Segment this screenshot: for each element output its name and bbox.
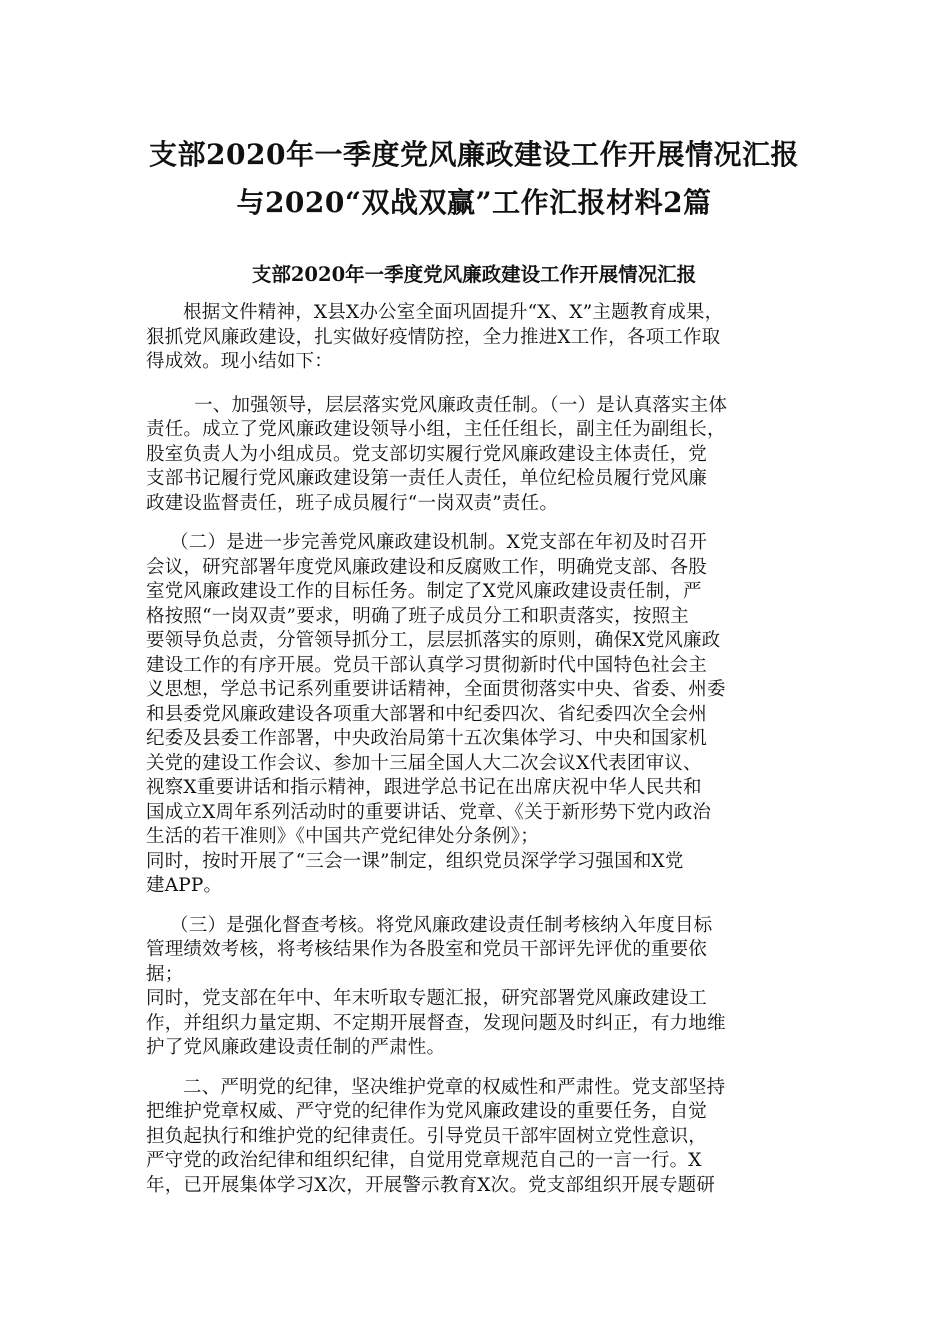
paragraph-line: 管理绩效考核，将考核结果作为各股室和党员干部评先评优的重要依 bbox=[146, 939, 708, 960]
paragraph-line: 担负起执行和维护党的纪律责任。引导党员干部牢固树立党性意识， bbox=[146, 1125, 708, 1147]
paragraph-line: 会议，研究部署年度党风廉政建设和反腐败工作，明确党支部、各股 bbox=[146, 556, 708, 578]
document-title-line-2: 与2020“双战双赢”工作汇报材料2篇 bbox=[236, 186, 712, 219]
paragraph-line: 国成立X周年系列活动时的重要讲话、党章、《关于新形势下党内政治 bbox=[146, 801, 712, 823]
paragraph-line: 建APP。 bbox=[146, 875, 223, 896]
paragraph-line: 作，并组织力量定期、不定期开展督查，发现问题及时纠正，有力地维 bbox=[146, 1012, 726, 1034]
paragraph-line: 同时，按时开展了“三会一课”制定，组织党员深学学习强国和X党 bbox=[146, 850, 684, 872]
paragraph-line: 和县委党风廉政建设各项重大部署和中纪委四次、省纪委四次全会州 bbox=[146, 703, 708, 725]
document-title-line-1: 支部2020年一季度党风廉政建设工作开展情况汇报 bbox=[149, 138, 799, 171]
body-paragraph bbox=[146, 394, 802, 517]
body-paragraph bbox=[146, 301, 802, 375]
paragraph-line: 同时，党支部在年中、年末听取专题汇报，研究部署党风廉政建设工 bbox=[146, 988, 708, 1009]
paragraph-line: 得成效。现小结如下： bbox=[146, 351, 334, 372]
paragraph-line: 要领导负总责，分管领导抓分工，层层抓落实的原则，确保X党风廉政 bbox=[146, 630, 721, 651]
paragraph-line: 责任。成立了党风廉政建设领导小组，主任任组长，副主任为副组长， bbox=[146, 419, 726, 440]
paragraph-line: 建设工作的有序开展。党员干部认真学习贯彻新时代中国特色社会主 bbox=[146, 654, 708, 676]
paragraph-line: 护了党风廉政建设责任制的严肃性。 bbox=[146, 1037, 446, 1058]
paragraph-line: （三）是强化督查考核。将党风廉政建设责任制考核纳入年度目标 bbox=[170, 914, 713, 936]
body-paragraph bbox=[146, 531, 802, 899]
paragraph-line: 义思想，学总书记系列重要讲话精神，全面贯彻落实中央、省委、州委 bbox=[146, 679, 726, 700]
paragraph-line: 据； bbox=[146, 963, 184, 985]
paragraph-line: 一、加强领导，层层落实党风廉政责任制。（一）是认真落实主体 bbox=[194, 394, 728, 416]
paragraph-line: 股室负责人为小组成员。党支部切实履行党风廉政建设主体责任，党 bbox=[146, 443, 708, 465]
paragraph-line: 二、严明党的纪律，坚决维护党章的权威性和严肃性。党支部坚持 bbox=[183, 1076, 726, 1098]
body-paragraph bbox=[146, 1076, 802, 1199]
paragraph-line: 视察X重要讲话和指示精神，跟进学总书记在出席庆祝中华人民共和 bbox=[146, 777, 702, 798]
paragraph-line: 严守党的政治纪律和组织纪律，自觉用党章规范自己的一言一行。X bbox=[146, 1150, 702, 1171]
section-title: 支部2020年一季度党风廉政建设工作开展情况汇报 bbox=[251, 263, 697, 286]
paragraph-line: （二）是进一步完善党风廉政建设机制。X党支部在年初及时召开 bbox=[170, 532, 708, 553]
paragraph-line: 政建设监督责任，班子成员履行“一岗双责”责任。 bbox=[146, 492, 559, 514]
paragraph-line: 生活的若干准则》《中国共产党纪律处分条例》； bbox=[146, 826, 539, 847]
body-paragraph bbox=[146, 914, 802, 1061]
paragraph-line: 关党的建设工作会议、参加十三届全国人大二次会议X代表团审议、 bbox=[146, 752, 702, 774]
document-body bbox=[146, 301, 802, 1198]
paragraph-line: 把维护党章权威、严守党的纪律作为党风廉政建设的重要任务，自觉 bbox=[146, 1101, 708, 1122]
paragraph-line: 年，已开展集体学习X次，开展警示教育X次。党支部组织开展专题研 bbox=[146, 1174, 716, 1196]
document-title bbox=[146, 0, 802, 227]
paragraph-line: 根据文件精神，X县X办公室全面巩固提升“X、X”主题教育成果， bbox=[183, 302, 724, 323]
paragraph-line: 格按照“一岗双责”要求，明确了班子成员分工和职责落实，按照主 bbox=[146, 605, 689, 627]
paragraph-line: 室党风廉政建设工作的目标任务。制定了X党风廉政建设责任制，严 bbox=[146, 581, 702, 602]
paragraph-line: 纪委及县委工作部署，中央政治局第十五次集体学习、中央和国家机 bbox=[146, 728, 708, 749]
paragraph-line: 支部书记履行党风廉政建设第一责任人责任，单位纪检员履行党风廉 bbox=[146, 468, 708, 489]
paragraph-line: 狠抓党风廉政建设，扎实做好疫情防控，全力推进X工作，各项工作取 bbox=[146, 326, 721, 348]
